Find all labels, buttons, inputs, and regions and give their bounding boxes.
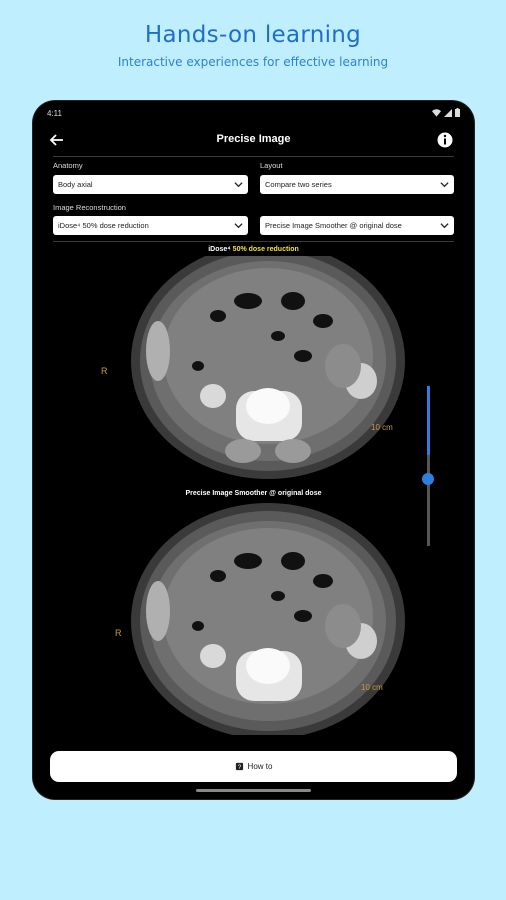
orientation-label-bottom: R (115, 628, 122, 638)
top-image-caption (33, 246, 474, 253)
top-caption-prefix: iDose⁴ (208, 246, 233, 253)
chevron-down-icon (234, 180, 243, 189)
chevron-down-icon (440, 221, 449, 230)
promo-subline: Interactive experiences for effective learning (117, 55, 389, 69)
signal-icon (444, 109, 452, 117)
home-indicator (196, 789, 311, 792)
promo-headline: Hands-on learning (144, 22, 362, 48)
status-icons (432, 108, 460, 117)
how-to-label: How to (247, 762, 273, 771)
wifi-icon (432, 109, 441, 117)
device-frame (33, 101, 474, 799)
layout-select[interactable] (260, 175, 454, 194)
chevron-down-icon (440, 180, 449, 189)
app-bar (33, 127, 474, 155)
series-controls (53, 156, 454, 242)
recon-label: Image Reconstruction (53, 203, 126, 212)
info-icon[interactable] (436, 131, 454, 149)
status-time: 4:11 (47, 109, 62, 118)
battery-icon (455, 108, 460, 117)
scale-label-bottom: 10 cm (361, 683, 383, 692)
layout-label: Layout (260, 161, 283, 170)
chevron-down-icon (234, 221, 243, 230)
screen-title: Precise Image (216, 133, 291, 145)
slider-fill-lower (427, 455, 430, 546)
slider-fill-upper (427, 386, 430, 455)
help-book-icon (235, 762, 244, 771)
ct-scan-bottom (128, 501, 408, 735)
series2-value: Precise Image Smoother @ original dose (265, 221, 402, 230)
anatomy-select[interactable] (53, 175, 248, 194)
ct-scan-top (128, 256, 408, 489)
ct-image-top[interactable] (128, 256, 408, 489)
compare-slider-track[interactable] (427, 386, 430, 546)
svg-text:?: ? (237, 764, 241, 771)
how-to-button[interactable] (50, 751, 457, 782)
layout-value: Compare two series (265, 180, 332, 189)
orientation-label-top: R (101, 366, 108, 376)
bottom-image-caption: Precise Image Smoother @ original dose (185, 490, 322, 497)
ct-image-bottom[interactable] (128, 501, 408, 735)
recon-value: iDose⁴ 50% dose reduction (58, 221, 149, 230)
scale-label-top: 10 cm (371, 423, 393, 432)
anatomy-label: Anatomy (53, 161, 83, 170)
recon-select[interactable] (53, 216, 248, 235)
status-bar (47, 107, 460, 123)
series2-select[interactable] (260, 216, 454, 235)
compare-slider-thumb[interactable] (422, 473, 434, 485)
anatomy-value: Body axial (58, 180, 93, 189)
top-caption-highlight: 50% dose reduction (232, 246, 299, 253)
